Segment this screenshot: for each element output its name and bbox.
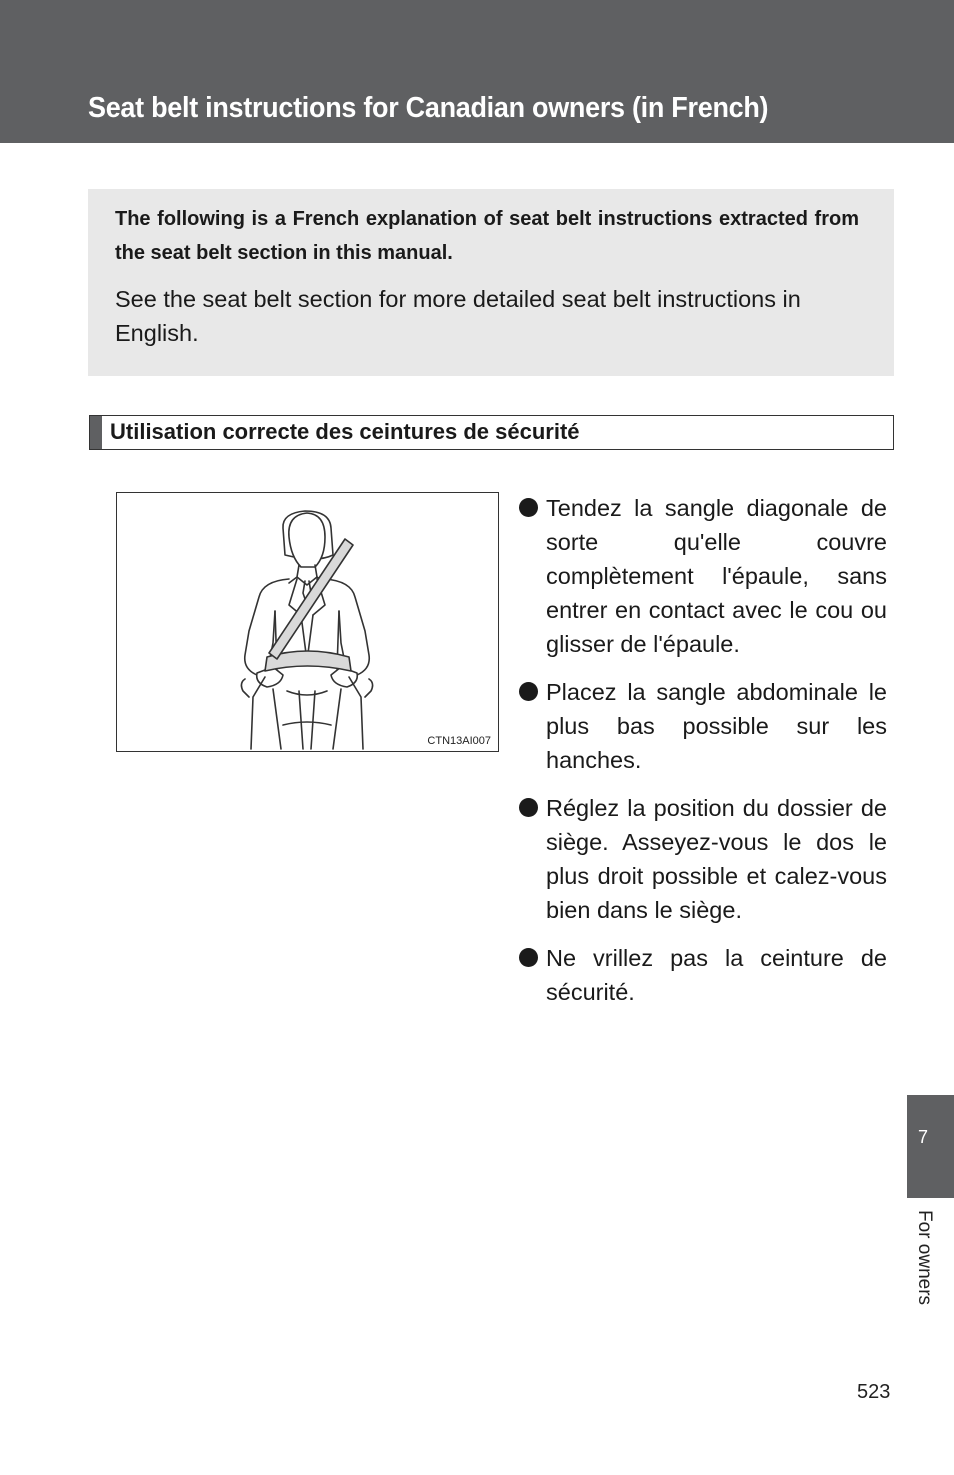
seatbelt-illustration bbox=[116, 492, 499, 752]
bullet-list bbox=[519, 491, 887, 1023]
section-heading-bar bbox=[90, 416, 102, 449]
intro-note-bold-text: The following is a French explanation of seat belt instructions extracted from the seat belt section in this manual. bbox=[115, 208, 859, 264]
list-item bbox=[519, 675, 887, 777]
list-item-text: Tendez la sangle diagonale de sorte qu'elle couvre complètement l'épaule, sans entrer en contact avec le cou ou glisser de l'épaule. bbox=[546, 495, 887, 657]
figure-code: CTN13AI007 bbox=[427, 735, 491, 747]
list-item-text: Ne vrillez pas la ceinture de sécurité. bbox=[546, 945, 887, 1005]
section-heading bbox=[89, 415, 894, 450]
list-item-text: Réglez la position du dossier de siège. Asseyez-vous le dos le plus droit possible et calez-vous bien dans le siège. bbox=[546, 795, 887, 923]
seated-person-illustration bbox=[117, 493, 499, 752]
list-item bbox=[519, 491, 887, 661]
intro-note-box bbox=[88, 189, 894, 376]
list-item bbox=[519, 791, 887, 927]
intro-note-plain-text: See the seat belt section for more detailed seat belt instructions in English. bbox=[115, 286, 801, 346]
bullet-dot-icon bbox=[519, 798, 538, 817]
page-header bbox=[0, 0, 954, 143]
section-heading-text: Utilisation correcte des ceintures de sécurité bbox=[110, 419, 580, 444]
page-number: 523 bbox=[857, 1381, 891, 1403]
bullet-dot-icon bbox=[519, 498, 538, 517]
list-item bbox=[519, 941, 887, 1009]
bullet-dot-icon bbox=[519, 948, 538, 967]
page-title: Seat belt instructions for Canadian owners (in French) bbox=[88, 92, 769, 124]
bullet-dot-icon bbox=[519, 682, 538, 701]
chapter-label: For owners bbox=[914, 1210, 935, 1306]
chapter-number: 7 bbox=[917, 1127, 928, 1147]
chapter-tab bbox=[907, 1095, 954, 1198]
list-item-text: Placez la sangle abdominale le plus bas possible sur les hanches. bbox=[546, 679, 887, 773]
